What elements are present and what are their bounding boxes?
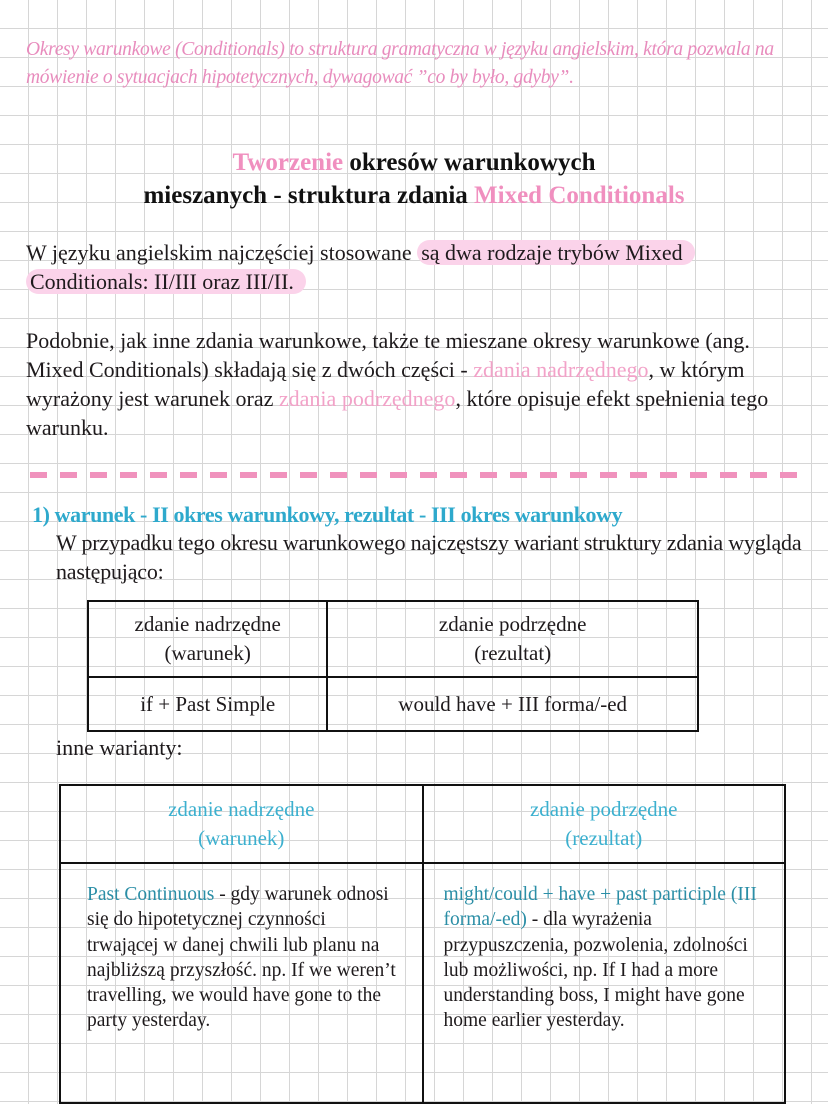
structure-table	[87, 600, 699, 732]
section-heading: 1) warunek - II okres warunkowy, rezultat - III okres warunkowy	[32, 502, 623, 527]
p2-pink-main-clause: zdania nadrzędnego	[473, 357, 649, 382]
title-pink-phrase: Mixed Conditionals	[474, 182, 685, 209]
header-line: zdanie podrzędne	[438, 612, 587, 636]
header-cell-sub-clause	[423, 785, 786, 863]
table-row	[88, 677, 698, 731]
section-intro: W przypadku tego okresu warunkowego najczęstszy wariant struktury zdania wygląda następująco:	[56, 530, 802, 584]
variant-description: - gdy warunek odnosi się do hipotetycznej czynności trwającej w danej chwili lub planu na najbliższą przyszłość. np. If we weren’t travelling, we would have gone to the party yesterday.	[87, 884, 396, 1032]
title-line-2	[0, 179, 828, 212]
dashed-divider	[30, 472, 806, 478]
p2-part3: , które opisuje efekt spełnienia tego warunku.	[26, 386, 769, 440]
title-line2-rest: mieszanych - struktura zdania	[143, 182, 475, 209]
variant-cell-right	[423, 863, 786, 1103]
table-cell: if + Past Simple	[88, 677, 327, 731]
variants-table-header	[60, 785, 785, 863]
highlighted-text: są dwa rodzaje trybów Mixed Conditionals: II/III oraz III/II.	[26, 240, 695, 294]
table-cell: would have + III forma/-ed	[327, 677, 698, 731]
paragraph-types	[26, 238, 806, 296]
intro-text: Okresy warunkowe (Conditionals) to struktura gramatyczna w języku angielskim, która pozwala na mówienie o sytuacjach hipotetycznych, dywagować ”co by było, gdyby”.	[26, 39, 774, 88]
title-line1-rest: okresów warunkowych	[343, 149, 596, 176]
header-line: zdanie podrzędne	[529, 797, 678, 821]
table-row	[60, 863, 785, 1103]
title-pink-word: Tworzenie	[232, 149, 344, 176]
variants-label: inne warianty:	[56, 735, 183, 760]
structure-table-header	[88, 601, 698, 677]
variant-term: might/could + have + past participle (III forma/-ed)	[443, 884, 757, 931]
variants-table	[59, 784, 786, 1104]
p2-part1: Podobnie, jak inne zdania warunkowe, także te mieszane okresy warunkowe (ang. Mixed Conditionals) składają się z dwóch części -	[26, 328, 750, 382]
header-line: (warunek)	[164, 641, 251, 665]
page-title	[0, 146, 828, 212]
variant-term: Past Continuous	[87, 884, 215, 905]
header-line: zdanie nadrzędne	[168, 797, 315, 821]
header-line: (rezultat)	[474, 641, 552, 665]
paragraph-structure	[26, 326, 786, 442]
header-line: (warunek)	[198, 826, 285, 850]
header-cell-sub-clause	[327, 601, 698, 677]
header-cell-main-clause	[88, 601, 327, 677]
variant-cell-left	[60, 863, 423, 1103]
p2-pink-sub-clause: zdania podrzędnego	[278, 386, 456, 411]
paragraph-types-plain: W języku angielskim najczęściej stosowane	[26, 240, 418, 265]
header-line: zdanie nadrzędne	[134, 612, 281, 636]
variant-description: - dla wyrażenia przypuszczenia, pozwolenia, zdolności lub możliwości, np. If I had a more understanding boss, I might have gone home earlier yesterday.	[443, 909, 748, 1032]
p2-part2: , w którym wyrażony jest warunek oraz	[26, 357, 745, 411]
header-line: (rezultat)	[565, 826, 643, 850]
header-cell-main-clause	[60, 785, 423, 863]
title-line-1	[0, 146, 828, 179]
